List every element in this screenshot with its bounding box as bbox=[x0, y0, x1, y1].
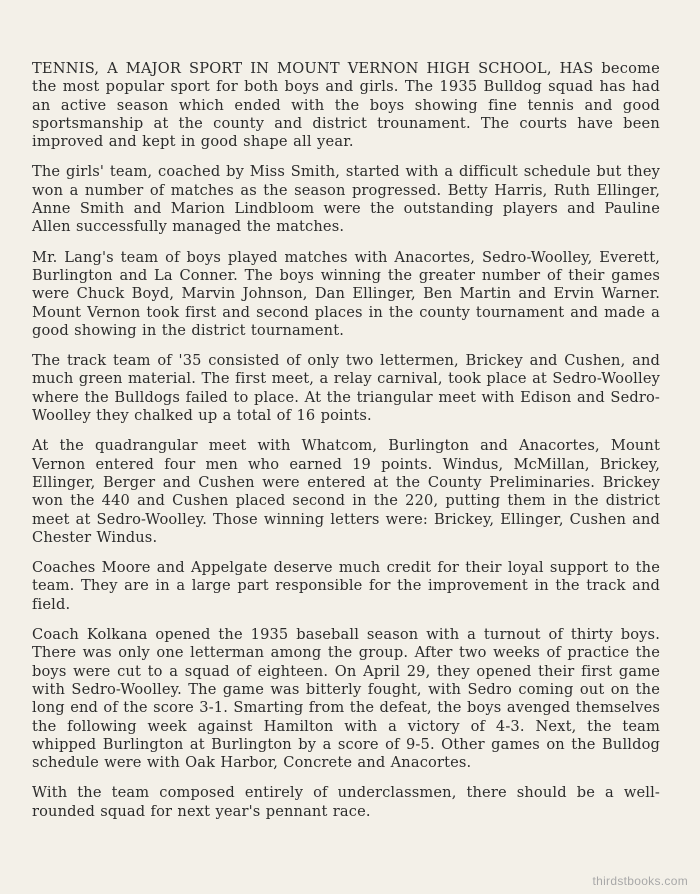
paragraph-girls-tennis: The girls' team, coached by Miss Smith, started with a difficult schedule but they won a number of matches as the season progressed. Betty Harris, Ruth Ellinger, Anne Smith and Marion Lindbloom were the outstanding players and Pauline Allen successfully managed the matches. bbox=[32, 163, 660, 236]
paragraph-boys-tennis: Mr. Lang's team of boys played matches with Anacortes, Sedro-Woolley, Everett, Burlington and La Conner. The boys winning the greater number of their games were Chuck Boyd, Marvin Johnson, Dan Ellinger, Ben Martin and Ervin Warner. Mount Vernon took first and second places in the county tournament and made a good showing in the district tournament. bbox=[32, 248, 660, 339]
paragraph-coaches: Coaches Moore and Appelgate deserve much credit for their loyal support to the team. They are in a large part responsible for the improvement in the track and field. bbox=[32, 559, 660, 613]
paragraph-baseball: Coach Kolkana opened the 1935 baseball season with a turnout of thirty boys. There was only one letterman among the group. After two weeks of practice the boys were cut to a squad of eighteen. On April 29, they opened their first game with Sedro-Woolley. The game was bitterly fought, with Sedro coming out on the long end of the score 3-1. Smarting from the defeat, the boys avenged themselves the following week against Hamilton with a victory of 4-3. Next, the team whipped Burlington at Burlington by a score of 9-5. Other games on the Bulldog schedule were with Oak Harbor, Concrete and Anacortes. bbox=[32, 626, 660, 772]
paragraph-tennis-intro: TENNIS, A MAJOR SPORT IN MOUNT VERNON HIGH SCHOOL, HAS become the most popular sport for both boys and girls. The 1935 Bulldog squad has had an active season which ended with the boys showing fine tennis and good sportsmanship at the county and district trounament. The courts have been improved and kept in good shape all year. bbox=[32, 60, 660, 151]
paragraph-track-team: The track team of '35 consisted of only two lettermen, Brickey and Cushen, and much green material. The first meet, a relay carnival, took place at Sedro-Woolley where the Bulldogs failed to place. At the triangular meet with Edison and Sedro-Woolley they chalked up a total of 16 points. bbox=[32, 352, 660, 425]
paragraph-quadrangular-meet: At the quadrangular meet with Whatcom, Burlington and Anacortes, Mount Vernon entered four men who earned 19 points. Windus, McMillan, Brickey, Ellinger, Berger and Cushen were entered at the County Preliminaries. Brickey won the 440 and Cushen placed second in the 220, putting them in the district meet at Sedro-Woolley. Those winning letters were: Brickey, Ellinger, Cushen and Chester Windus. bbox=[32, 437, 660, 546]
article-body bbox=[32, 60, 660, 833]
paragraph-closing: With the team composed entirely of underclassmen, there should be a well-rounded squad for next year's pennant race. bbox=[32, 784, 660, 820]
watermark-text: thirdstbooks.com bbox=[592, 874, 688, 888]
